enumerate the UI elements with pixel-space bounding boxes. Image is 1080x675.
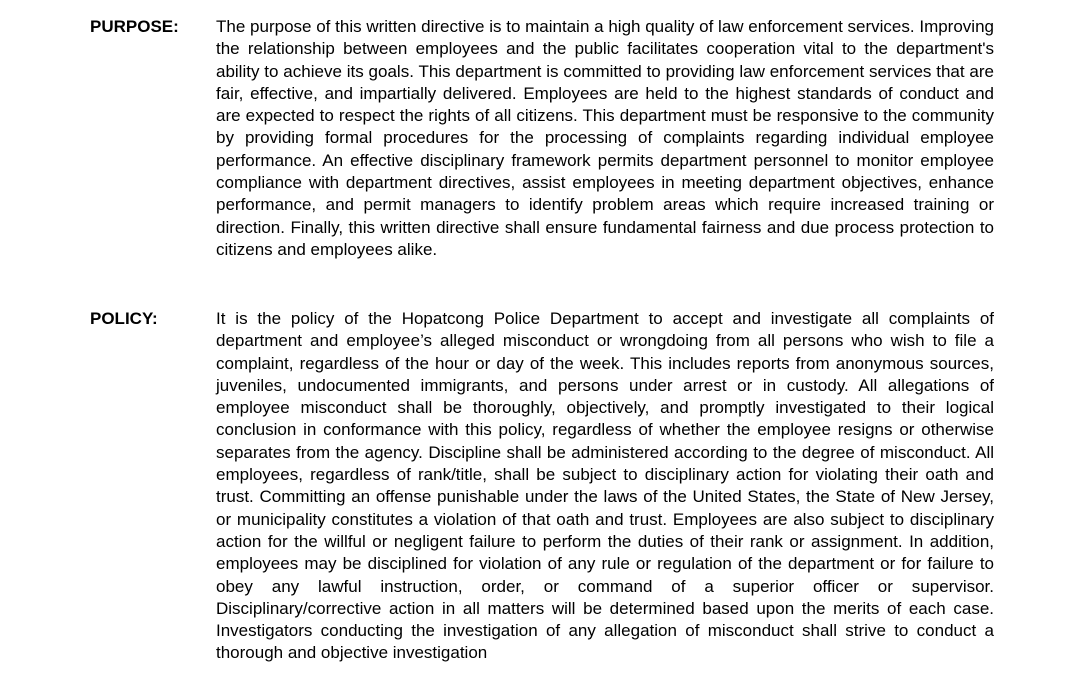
policy-text: It is the policy of the Hopatcong Police Department to accept and investigate all complaints of department and employee’s alleged misconduct or wrongdoing from all persons who wish to file a complaint, regardless of the hour or day of the week. This includes reports from anonymous sources, juveniles, undocumented immigrants, and persons under arrest or in custody. All allegations of employee misconduct shall be thoroughly, objectively, and promptly investigated to their logical conclusion in conformance with this policy, regardless of whether the employee resigns or otherwise separates from the agency. Discipline shall be administered according to the degree of misconduct. All employees, regardless of rank/title, shall be subject to disciplinary action for violating their oath and trust. Committing an offense punishable under the laws of the United States, the State of New Jersey, or municipality constitutes a violation of that oath and trust. Employees are also subject to disciplinary action for the willful or negligent failure to perform the duties of their rank or assignment. In addition, employees may be disciplined for violation of any rule or regulation of the department or for failure to obey any lawful instruction, order, or command of a superior officer or supervisor. Disciplinary/corrective action in all matters will be determined based upon the merits of each case. Investigators conducting the investigation of any allegation of misconduct shall strive to conduct a thorough and objective investigation bbox=[216, 309, 994, 663]
policy-label: POLICY: bbox=[90, 309, 158, 328]
purpose-text: The purpose of this written directive is to maintain a high quality of law enforcement services. Improving the relationship between employees and the public facilitates cooperation vital to the department's ability to achieve its goals. This department is committed to providing law enforcement services that are fair, effective, and impartially delivered. Employees are held to the highest standards of conduct and are expected to respect the rights of all citizens. This department must be responsive to the community by providing formal procedures for the processing of complaints regarding individual employee performance. An effective disciplinary framework permits department personnel to monitor employee compliance with department directives, assist employees in meeting department objectives, enhance performance, and permit managers to identify problem areas which require increased training or direction. Finally, this written directive shall ensure fundamental fairness and due process protection to citizens and employees alike. bbox=[216, 17, 994, 259]
purpose-label: PURPOSE: bbox=[90, 17, 179, 36]
